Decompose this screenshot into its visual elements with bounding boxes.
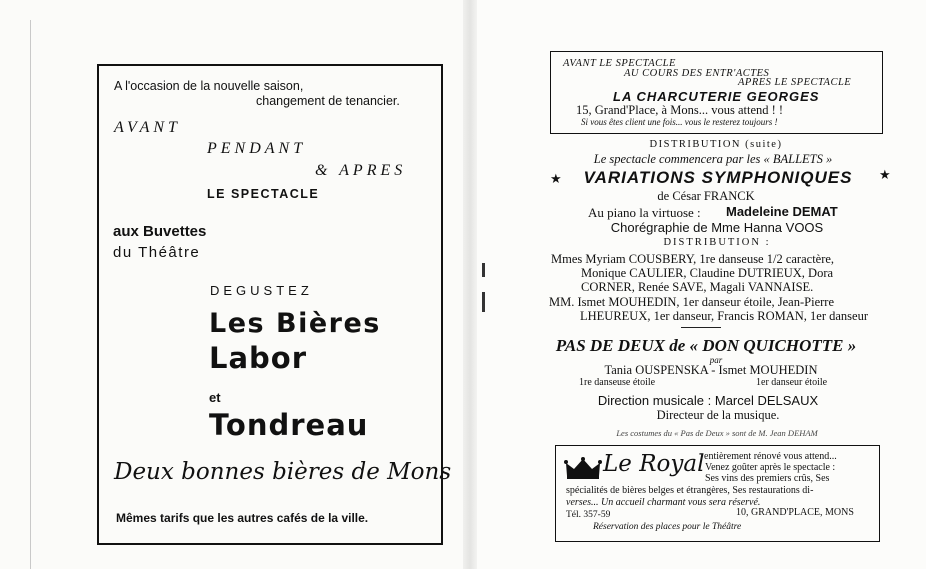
buvettes-line-1: aux Buvettes <box>113 223 207 240</box>
pendant-text: PENDANT <box>207 140 307 157</box>
pas-de-deux-role-1: 1re danseuse étoile <box>579 377 656 388</box>
piano-name: Madeleine DEMAT <box>726 204 838 219</box>
le-royal-logo: Le Royal <box>603 451 705 477</box>
variations-title: VARIATIONS SYMPHONIQUES <box>583 168 853 187</box>
dancers-female-line-2: Monique CAULIER, Claudine DUTRIEUX, Dora <box>581 266 834 280</box>
composer-line: de César FRANCK <box>657 189 755 203</box>
royal-line-1: entièrement rénové vous attend... <box>704 451 837 462</box>
charcuterie-line-1: AVANT LE SPECTACLE <box>563 58 676 69</box>
gutter-mark <box>482 292 485 312</box>
pas-de-deux-dancers: Tania OUSPENSKA - Ismet MOUHEDIN <box>604 363 818 377</box>
degustez-text: DEGUSTEZ <box>210 283 313 298</box>
direction-musicale: Direction musicale : Marcel DELSAUX <box>597 393 819 408</box>
charcuterie-line-3: APRES LE SPECTACLE <box>738 77 852 88</box>
crown-icon <box>564 456 602 480</box>
page-edge-line <box>30 20 31 569</box>
tondreau-text: Tondreau <box>209 408 369 442</box>
choreography-line: Chorégraphie de Mme Hanna VOOS <box>610 220 824 235</box>
dancers-female-line-1: Mmes Myriam COUSBERY, 1re danseuse 1/2 caractère, <box>551 252 835 266</box>
memes-tarifs-text: Mêmes tarifs que les autres cafés de la ville. <box>116 511 369 525</box>
separator-rule <box>681 327 721 328</box>
dancers-female-line-3: CORNER, Renée SAVE, Magali VANNAISE. <box>581 280 814 294</box>
pas-de-deux-role-2: 1er danseur étoile <box>756 377 828 388</box>
dancers-male-line-1: MM. Ismet MOUHEDIN, 1er danseur étoile, Jean-Pierre <box>549 295 834 309</box>
piano-prefix: Au piano la virtuose : <box>588 205 701 220</box>
royal-line-5: verses... Un accueil charmant vous sera réservé. <box>566 497 761 508</box>
directeur-musique: Directeur de la musique. <box>656 408 780 422</box>
charcuterie-line-2: AU COURS DES ENTR'ACTES <box>624 68 770 79</box>
les-bieres-text: Les Bières <box>209 308 381 339</box>
labor-text: Labor <box>209 341 308 375</box>
royal-line-3: Ses vins des premiers crûs, Ses <box>705 473 830 484</box>
star-left-icon: ★ <box>550 171 562 186</box>
pas-de-deux-title: PAS DE DEUX de « DON QUICHOTTE » <box>555 336 857 355</box>
gutter-mark <box>482 263 485 277</box>
dancers-male-line-2: LHEUREUX, 1er danseur, Francis ROMAN, 1er danseur <box>580 309 868 323</box>
ballets-line: Le spectacle commencera par les « BALLETS » <box>593 152 833 166</box>
apres-text: & APRES <box>315 162 407 179</box>
intro-line-2: changement de tenancier. <box>256 94 400 108</box>
charcuterie-address: 15, Grand'Place, à Mons... vous attend ! ! <box>576 103 784 117</box>
deux-bieres-text: Deux bonnes bières de Mons <box>114 459 452 485</box>
royal-telephone: Tél. 357-59 <box>566 510 611 520</box>
royal-line-2: Venez goûter après le spectacle : <box>705 462 836 473</box>
charcuterie-name: LA CHARCUTERIE GEORGES <box>613 89 820 104</box>
avant-text: AVANT <box>114 119 181 136</box>
buvettes-line-2: du Théâtre <box>113 244 201 261</box>
royal-address: 10, GRAND'PLACE, MONS <box>736 507 854 518</box>
le-spectacle-text: LE SPECTACLE <box>207 187 320 201</box>
par-text: par <box>709 355 723 365</box>
royal-line-4: spécialités de bières belges et étrangères, Ses restaurations di- <box>566 485 814 496</box>
et-text: et <box>209 390 221 405</box>
costumes-credit: Les costumes du « Pas de Deux » sont de M. Jean DEHAM <box>616 428 818 438</box>
charcuterie-slogan: Si vous êtes client une fois... vous le resterez toujours ! <box>581 117 778 127</box>
royal-reservation: Réservation des places pour le Théâtre <box>593 522 742 532</box>
page-gutter <box>463 0 477 569</box>
distribution-heading: DISTRIBUTION : <box>663 237 771 248</box>
star-right-icon: ★ <box>879 167 891 182</box>
distribution-suite-heading: DISTRIBUTION (suite) <box>649 139 783 150</box>
intro-line-1: A l'occasion de la nouvelle saison, <box>114 79 304 93</box>
